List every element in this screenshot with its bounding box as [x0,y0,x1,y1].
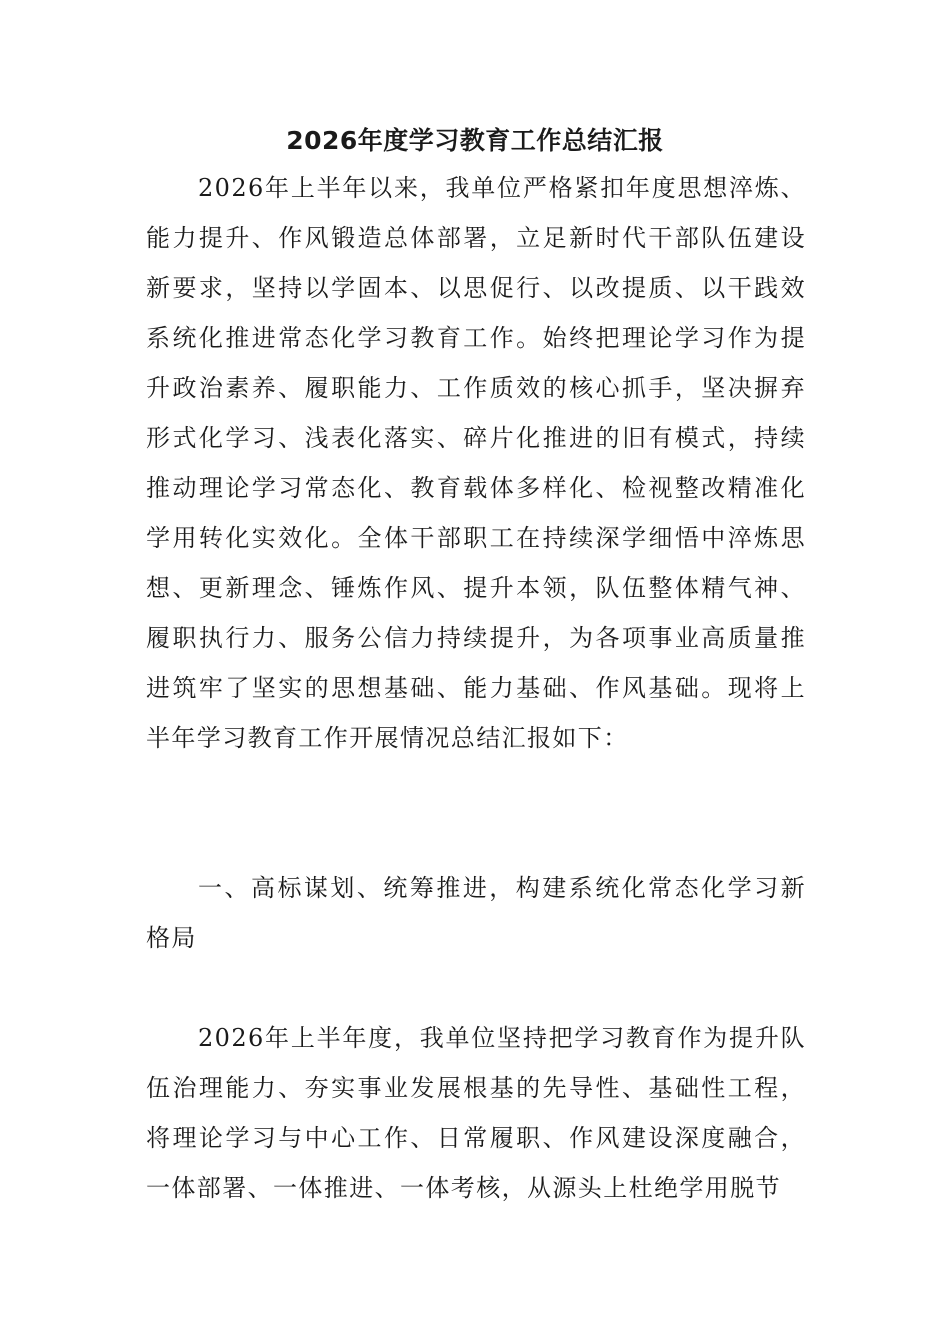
section-heading-1: 一、高标谋划、统筹推进，构建系统化常态化学习新格局 [146,874,806,952]
intro-paragraph: 2026年上半年以来，我单位严格紧扣年度思想淬炼、能力提升、作风锻造总体部署，立足新时代干部队伍建设新要求，坚持以学固本、以思促行、以改提质、以干践效系统化推进常态化学习教育工作。始终把理论学习作为提升政治素养、履职能力、工作质效的核心抓手，坚决摒弃形式化学习、浅表化落实、碎片化推进的旧有模式，持续推动理论学习常态化、教育载体多样化、检视整改精准化学用转化实效化。全体干部职工在持续深学细悟中淬炼思想、更新理念、锤炼作风、提升本领，队伍整体精气神、履职执行力、服务公信力持续提升，为各项事业高质量推进筑牢了坚实的思想基础、能力基础、作风基础。现将上半年学习教育工作开展情况总结汇报如下： [146,174,806,752]
section-1-paragraph: 2026年上半年度，我单位坚持把学习教育作为提升队伍治理能力、夯实事业发展根基的先导性、基础性工程，将理论学习与中心工作、日常履职、作风建设深度融合，一体部署、一体推进、一体考核，从源头上杜绝学用脱节 [146,1024,806,1202]
document-title: 2026年度学习教育工作总结汇报 [286,126,664,155]
